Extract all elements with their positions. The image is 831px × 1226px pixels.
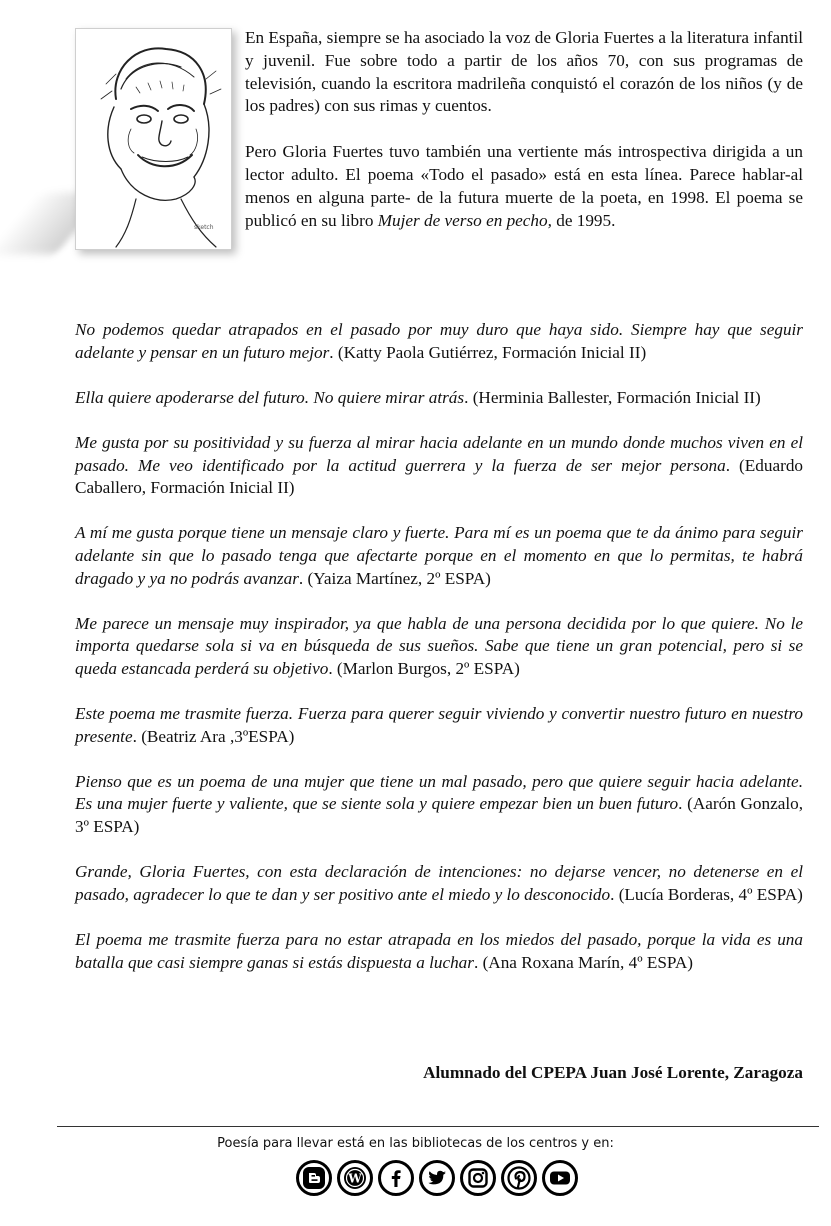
quote-text: Este poema me trasmite fuerza. Fuerza para querer seguir viviendo y convertir nuestro futuro en nuestro presente (75, 704, 803, 746)
quote-text: A mí me gusta porque tiene un mensaje claro y fuerte. Para mí es un poema que te da ánimo para seguir adelante sin que lo pasado tenga que afectarte porque en el momento en que lo permitas, te habrá dragado y ya no podrás avanzar (75, 523, 803, 588)
pinterest-icon[interactable] (501, 1160, 537, 1196)
student-quotes (75, 319, 803, 997)
facebook-icon[interactable] (378, 1160, 414, 1196)
quote-text: Ella quiere apoderarse del futuro. No quiere mirar atrás (75, 387, 465, 407)
intro-text (245, 27, 803, 255)
quote-item (75, 861, 803, 906)
quote-text: Me gusta por su positividad y su fuerza al mirar hacia adelante en un mundo donde muchos viven en el pasado. Me veo identificado por la actitud guerrera y la fuerza de ser mejor persona (75, 432, 803, 475)
blogger-icon[interactable] (296, 1160, 332, 1196)
intro-paragraph-2 (245, 141, 803, 232)
quote-author: . (Marlon Burgos, 2º ESPA) (328, 658, 520, 678)
quote-author: . (Herminia Ballester, Formación Inicial II) (464, 387, 761, 407)
intro-p2-main: Pero Gloria Fuertes tuvo también una vertiente más introspectiva dirigida a un lector adulto. El poema «Todo el pasado» está en esta línea. Parece hablar-al menos en alguna parte- de la futura muerte de la poeta, en 1998. El poema se publicó en su libro (245, 142, 803, 230)
intro-paragraph-1: En España, siempre se ha asociado la voz de Gloria Fuertes a la literatura infantil y juvenil. Fue sobre todo a partir de los años 70, con sus programas de televisión, cuando la escritora madrileña conquistó el corazón de los niños (y de los padres) con sus rimas y cuentos. (245, 28, 803, 116)
footer-divider (57, 1126, 819, 1127)
quote-item (75, 771, 803, 839)
quote-text: Pienso que es un poema de una mujer que tiene un mal pasado, pero que quiere seguir hacia adelante. Es una mujer fuerte y valiente, que se siente sola y quiere empezar bien un buen futuro (75, 771, 803, 814)
quote-text: El poema me trasmite fuerza para no estar atrapada en los miedos del pasado, porque la vida es una batalla que casi siempre ganas si estás dispuesta a luchar (75, 930, 803, 972)
quote-item (75, 703, 803, 748)
quote-item (75, 432, 803, 500)
quote-author: . (Aarón Gonzalo, 3º ESPA) (75, 794, 804, 837)
quote-text: Grande, Gloria Fuertes, con esta declaración de intenciones: no dejarse vencer, no detenerse en el pasado, agradecer lo que te dan y ser positivo ante el miedo y lo desconocido (75, 862, 803, 904)
quote-item (75, 929, 803, 974)
book-title: Mujer de verso en pecho, (377, 210, 552, 230)
quote-text: Me parece un mensaje muy inspirador, ya que habla de una persona decidida por lo que quiere. No le importa quedarse sola si va en búsqueda de sus sueños. Sabe que tiene un gran potencial, pero si se queda estancada perderá su objetivo (75, 613, 803, 678)
portrait-illustration (75, 28, 232, 250)
quote-author: . (Katty Paola Gutiérrez, Formación Inicial II) (329, 342, 647, 362)
quote-author: . (Ana Roxana Marín, 4º ESPA) (473, 952, 694, 972)
quote-item (75, 522, 803, 590)
svg-text:sketch: sketch (194, 224, 214, 231)
quote-text: No podemos quedar atrapados en el pasado por muy duro que haya sido. Siempre hay que seguir adelante y pensar en un futuro mejor (75, 320, 803, 362)
instagram-icon[interactable] (460, 1160, 496, 1196)
social-icons (296, 1160, 578, 1196)
sketch-portrait-image (76, 29, 231, 249)
quote-item (75, 613, 803, 681)
quote-author: . (Lucía Borderas, 4º ESPA) (610, 884, 803, 904)
quote-author: . (Eduardo Caballero, Formación Inicial II) (75, 455, 804, 498)
footer-text: Poesía para llevar está en las bibliotecas de los centros y en: (217, 1136, 614, 1151)
quote-author: . (Yaiza Martínez, 2º ESPA) (298, 568, 491, 588)
svg-text:W: W (348, 1171, 362, 1186)
intro-p2-end: de 1995. (551, 210, 616, 230)
twitter-icon[interactable] (419, 1160, 455, 1196)
signature: Alumnado del CPEPA Juan José Lorente, Zaragoza (423, 1063, 803, 1082)
quote-author: . (Beatriz Ara ,3ºESPA) (132, 726, 295, 746)
quote-item (75, 387, 803, 410)
quote-item (75, 319, 803, 364)
youtube-icon[interactable] (542, 1160, 578, 1196)
wordpress-icon[interactable] (337, 1160, 373, 1196)
